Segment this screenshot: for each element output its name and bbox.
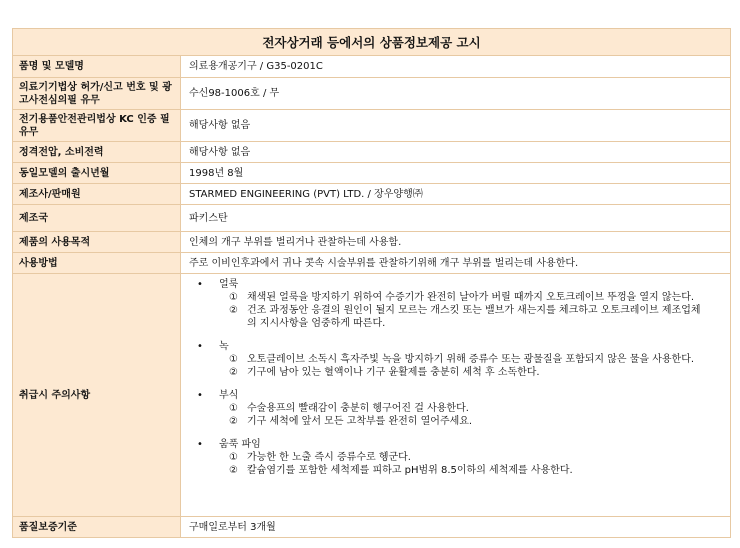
item-number: ① bbox=[229, 403, 238, 414]
precaution-section bbox=[189, 438, 730, 477]
row-label: 의료기기법상 허가/신고 번호 및 광고사전심의필 유무 bbox=[13, 78, 181, 110]
bullet-icon: • bbox=[197, 439, 203, 450]
section-title: 움푹 파임 bbox=[219, 439, 261, 450]
table-row bbox=[13, 142, 731, 163]
list-item bbox=[189, 366, 730, 379]
table-row bbox=[13, 205, 731, 232]
precautions-row bbox=[13, 274, 731, 517]
row-value: 수신98-1006호 / 무 bbox=[181, 78, 731, 110]
row-value: 주로 이비인후과에서 귀나 콧속 시술부위를 관찰하기위해 개구 부위를 벌리는데 사용한다. bbox=[181, 253, 731, 274]
list-item bbox=[189, 304, 730, 330]
row-value: 인체의 개구 부위를 벌리거나 관찰하는데 사용함. bbox=[181, 232, 731, 253]
item-number: ① bbox=[229, 354, 238, 365]
row-label: 품명 및 모델명 bbox=[13, 56, 181, 78]
row-value: 의료용개공기구 / G35-0201C bbox=[181, 56, 731, 78]
row-label: 제조사/판매원 bbox=[13, 184, 181, 205]
list-item bbox=[189, 464, 730, 477]
section-title: 녹 bbox=[219, 341, 229, 352]
row-label: 제조국 bbox=[13, 205, 181, 232]
table-title: 전자상거래 등에서의 상품정보제공 고시 bbox=[13, 29, 731, 56]
item-text: 기구 세척에 앞서 모든 고착부를 완전히 열어주세요. bbox=[247, 416, 473, 427]
precautions-label: 취급시 주의사항 bbox=[13, 274, 181, 517]
product-info-notice bbox=[12, 28, 730, 538]
precaution-section bbox=[189, 278, 730, 330]
row-label: 정격전압, 소비전력 bbox=[13, 142, 181, 163]
product-info-table bbox=[12, 28, 731, 538]
row-label: 전기용품안전관리법상 KC 인증 필 유무 bbox=[13, 110, 181, 142]
item-number: ② bbox=[229, 367, 238, 378]
item-number: ① bbox=[229, 452, 238, 463]
table-row bbox=[13, 232, 731, 253]
table-row bbox=[13, 253, 731, 274]
row-label: 제품의 사용목적 bbox=[13, 232, 181, 253]
item-text: 수술용프의 빨래감이 충분히 헹구어진 걸 사용한다. bbox=[247, 403, 469, 414]
item-text: 오토클레이브 소독시 흑자주빛 녹을 방지하기 위해 증류수 또는 광물질을 포함되지 않은 물을 사용한다. bbox=[247, 354, 695, 365]
item-number: ② bbox=[229, 465, 238, 476]
precaution-section bbox=[189, 340, 730, 379]
item-number: ① bbox=[229, 292, 238, 303]
table-row bbox=[13, 110, 731, 142]
row-value: 파키스탄 bbox=[181, 205, 731, 232]
warranty-row bbox=[13, 517, 731, 538]
precaution-section bbox=[189, 389, 730, 428]
list-item bbox=[189, 402, 730, 415]
row-label: 사용방법 bbox=[13, 253, 181, 274]
item-text: 채색된 얼룩을 방지하기 위하여 수증기가 완전히 날아가 버릴 때까지 오토크레이브 뚜껑을 열지 않는다. bbox=[247, 292, 695, 303]
item-text: 기구에 남아 있는 혈액이나 기구 윤활제를 충분히 세척 후 소독한다. bbox=[247, 367, 540, 378]
table-row bbox=[13, 78, 731, 110]
row-value: 1998년 8월 bbox=[181, 163, 731, 184]
item-number: ② bbox=[229, 305, 238, 316]
row-label: 동일모델의 출시년월 bbox=[13, 163, 181, 184]
bullet-icon: • bbox=[197, 279, 203, 290]
title-row bbox=[13, 29, 731, 56]
table-row bbox=[13, 56, 731, 78]
row-value: STARMED ENGINEERING (PVT) LTD. / 장우양행㈜ bbox=[181, 184, 731, 205]
list-item bbox=[189, 415, 730, 428]
row-value: 해당사항 없음 bbox=[181, 142, 731, 163]
bullet-icon: • bbox=[197, 390, 203, 401]
bullet-icon: • bbox=[197, 341, 203, 352]
list-item bbox=[189, 291, 730, 304]
item-text: 건조 과정동안 응결의 원인이 될지 모르는 개스킷 또는 밸브가 새는지를 체크하고 오토크레이브 제조업체의 지시사항을 엄중하게 따른다. bbox=[247, 305, 701, 329]
row-value: 구매일로부터 3개월 bbox=[181, 517, 731, 538]
item-text: 칼슘염기를 포함한 세척제를 피하고 pH범위 8.5이하의 세척제를 사용한다. bbox=[247, 465, 573, 476]
table-row bbox=[13, 163, 731, 184]
item-number: ② bbox=[229, 416, 238, 427]
item-text: 가능한 한 노출 즉시 증류수로 헹군다. bbox=[247, 452, 411, 463]
precautions-content bbox=[181, 274, 731, 517]
section-title: 부식 bbox=[219, 390, 239, 401]
list-item bbox=[189, 451, 730, 464]
row-value: 해당사항 없음 bbox=[181, 110, 731, 142]
row-label: 품질보증기준 bbox=[13, 517, 181, 538]
section-title: 얼룩 bbox=[219, 279, 239, 290]
table-row bbox=[13, 184, 731, 205]
list-item bbox=[189, 353, 730, 366]
